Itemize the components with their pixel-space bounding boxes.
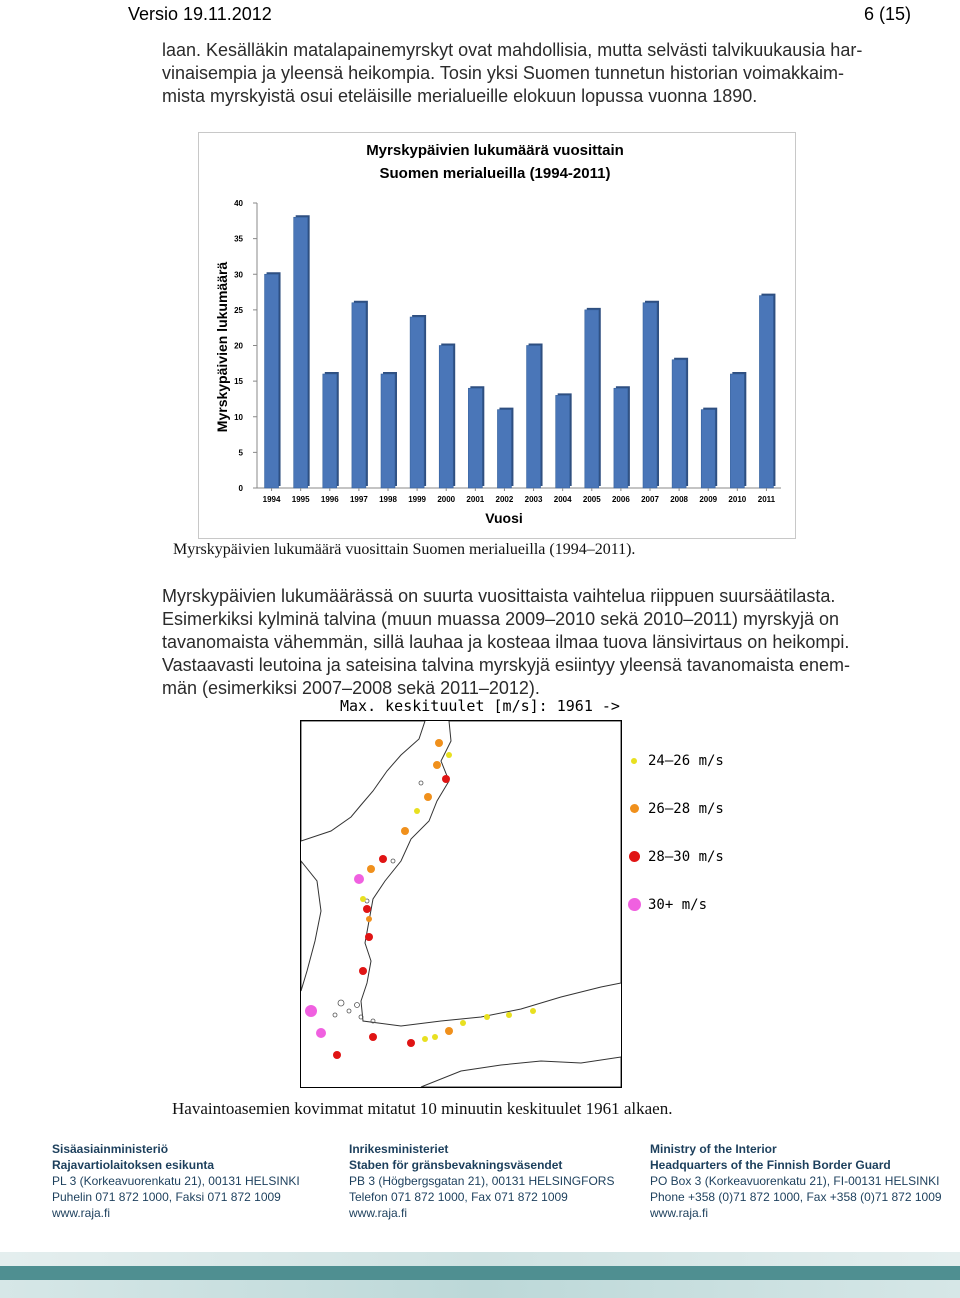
x-tick-label: 1999 (408, 495, 427, 504)
legend-item (628, 848, 768, 868)
bar (265, 274, 279, 488)
footer-stripe-bottom (0, 1280, 960, 1298)
bar (614, 388, 628, 488)
footer-address: PB 3 (Högbergsgatan 21), 00131 HELSINGFORS (349, 1174, 615, 1188)
legend-label: 28–30 m/s (648, 849, 724, 865)
x-tick-label: 2005 (582, 495, 601, 504)
y-tick-label: 5 (238, 448, 243, 458)
y-tick-label: 0 (238, 484, 243, 493)
bar (439, 346, 453, 489)
chart-canvas (199, 133, 795, 538)
footer-unit: Staben för gränsbevakningsväsendet (349, 1158, 563, 1172)
x-tick-label: 2004 (553, 495, 572, 504)
bar (497, 410, 511, 488)
body-line: Vastaavasti leutoina ja sateisina talvina myrskyjä esiintyy yleensä tavanomaista enem- (162, 655, 850, 675)
footer-website[interactable]: www.raja.fi (52, 1206, 111, 1220)
legend-item (628, 752, 768, 772)
storm-days-chart (198, 132, 796, 539)
footer-phone: Phone +358 (0)71 872 1000, Fax +358 (0)71 872 1009 (650, 1190, 942, 1204)
chart-ylabel: Myrskypäivien lukumäärä (214, 261, 230, 433)
legend-item (628, 896, 768, 916)
legend-dot-yellow (631, 758, 637, 764)
footer-phone: Telefon 071 872 1000, Fax 071 872 1009 (349, 1190, 568, 1204)
body-line: tavanomaista vähemmän, sillä lauhaa ja kosteaa ilmaa tuova länsivirtaus on heikompi. (162, 632, 850, 652)
chart-caption: Myrskypäivien lukumäärä vuosittain Suomen merialueilla (1994–2011). (173, 541, 636, 558)
intro-paragraph (162, 39, 914, 108)
bar (730, 374, 744, 488)
bar (556, 395, 570, 488)
footer-stripe-light (0, 1252, 960, 1266)
document-version: Versio 19.11.2012 (128, 4, 272, 24)
x-tick-label: 2003 (524, 495, 543, 504)
sweden-coastline (301, 721, 425, 841)
footer-column-sv (349, 1141, 614, 1221)
x-tick-label: 2000 (437, 495, 456, 504)
body-line: Esimerkiksi kylminä talvina (muun muassa 2009–2010 sekä 2010–2011) myrskyjä on (162, 609, 839, 629)
x-tick-label: 2001 (466, 495, 485, 504)
y-tick-label: 25 (234, 305, 243, 315)
chart-title: Myrskypäivien lukumäärä vuosittain (366, 142, 624, 159)
footer-column-en (650, 1141, 942, 1221)
footer-website[interactable]: www.raja.fi (349, 1206, 408, 1220)
bar (381, 374, 395, 488)
intro-line: vinaisempia ja yleensä heikompia. Tosin yksi Suomen tunnetun historian voimakkaim- (162, 63, 845, 83)
footer-address: PO Box 3 (Korkeavuorenkatu 21), FI-00131 HELSINKI (650, 1174, 940, 1188)
map-canvas (301, 721, 621, 1087)
footer-address: PL 3 (Korkeavuorenkatu 21), 00131 HELSINKI (52, 1174, 300, 1188)
x-tick-label: 2007 (641, 495, 659, 504)
x-tick-label: 1994 (262, 495, 281, 504)
chart-subtitle: Suomen merialueilla (1994-2011) (379, 165, 611, 182)
bar (643, 303, 657, 488)
bar (759, 296, 773, 488)
legend-dot-orange (630, 804, 639, 813)
page-number: 6 (15) (864, 4, 912, 24)
bar (672, 360, 686, 488)
x-tick-label: 1997 (349, 495, 368, 504)
x-tick-label: 2009 (699, 495, 718, 504)
x-tick-label: 2006 (611, 495, 630, 504)
footer-org: Sisäasiainministeriö (52, 1142, 169, 1156)
y-tick-label: 40 (234, 199, 243, 208)
x-tick-label: 2008 (670, 495, 689, 504)
y-tick-label: 30 (234, 270, 243, 280)
x-tick-label: 1996 (320, 495, 339, 504)
footer-column-fi (52, 1141, 300, 1221)
chart-xlabel: Vuosi (485, 510, 523, 526)
bar (468, 388, 482, 488)
footer-stripe-dark (0, 1266, 960, 1280)
bar (410, 317, 424, 488)
estonia-coastline (421, 1057, 621, 1087)
y-tick-label: 10 (234, 412, 243, 422)
body-paragraph (162, 585, 914, 700)
sweden-south-coastline (301, 861, 321, 991)
bar (352, 303, 366, 488)
bar (527, 346, 541, 489)
map-title: Max. keskituulet [m/s]: 1961 -> (340, 697, 620, 715)
intro-line: laan. Kesälläkin matalapainemyrskyt ovat mahdollisia, mutta selvästi talvikuukausia har- (162, 40, 863, 60)
y-tick-label: 15 (234, 377, 243, 387)
bar (585, 310, 599, 488)
wind-station-map (300, 720, 622, 1088)
body-line: Myrskypäivien lukumäärässä on suurta vuosittaista vaihtelua riippuen suursäätilasta. (162, 586, 836, 606)
footer-unit: Rajavartiolaitoksen esikunta (52, 1158, 215, 1172)
bar (701, 410, 715, 488)
x-tick-label: 1995 (291, 495, 310, 504)
y-tick-label: 35 (234, 234, 243, 244)
legend-dot-pink (628, 898, 641, 911)
bar (294, 217, 308, 488)
legend-item (628, 800, 768, 820)
body-line: män (esimerkiksi 2007–2008 sekä 2011–2012). (162, 678, 540, 698)
legend-label: 24–26 m/s (648, 753, 724, 769)
bar (323, 374, 337, 488)
footer-org: Ministry of the Interior (650, 1142, 777, 1156)
finland-coastline (361, 721, 621, 1026)
legend-dot-red (629, 851, 640, 862)
x-tick-label: 2010 (728, 495, 747, 504)
y-tick-label: 20 (234, 341, 243, 351)
map-caption: Havaintoasemien kovimmat mitatut 10 minuutin keskituulet 1961 alkaen. (172, 1099, 673, 1118)
x-tick-label: 1998 (379, 495, 397, 504)
footer-unit: Headquarters of the Finnish Border Guard (650, 1158, 891, 1172)
x-tick-label: 2011 (757, 495, 776, 504)
footer-phone: Puhelin 071 872 1000, Faksi 071 872 1009 (52, 1190, 281, 1204)
legend-label: 26–28 m/s (648, 801, 724, 817)
footer-org: Inrikesministeriet (349, 1142, 449, 1156)
footer-website[interactable]: www.raja.fi (650, 1206, 709, 1220)
legend-label: 30+ m/s (648, 897, 708, 913)
x-tick-label: 2002 (495, 495, 514, 504)
intro-line: mista myrskyistä osui eteläisille merialueille elokuun lopussa vuonna 1890. (162, 86, 758, 106)
